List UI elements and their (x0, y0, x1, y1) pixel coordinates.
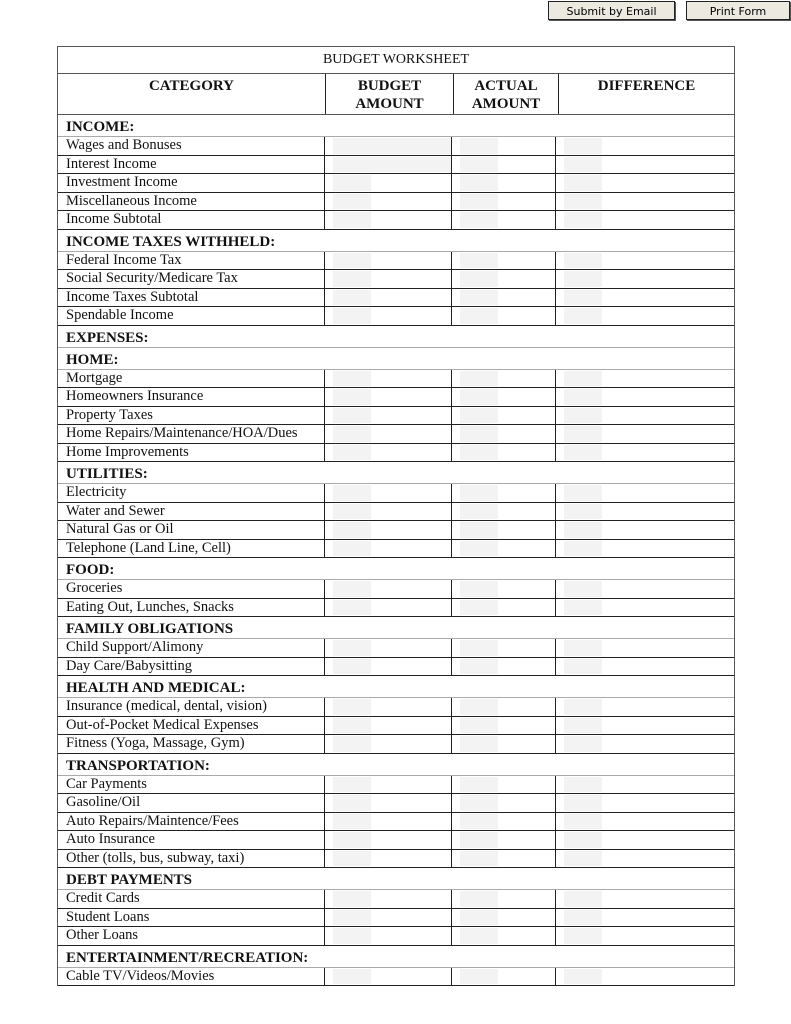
actual-amount-field[interactable] (460, 736, 498, 752)
budget-amount-field[interactable] (333, 175, 371, 191)
actual-amount-field[interactable] (460, 522, 498, 538)
budget-amount-cell (325, 794, 452, 812)
actual-amount-field[interactable] (460, 504, 498, 520)
budget-amount-field[interactable] (333, 640, 371, 656)
table-row (58, 580, 734, 599)
budget-amount-field[interactable] (333, 891, 371, 907)
budget-amount-cell (325, 289, 452, 307)
budget-amount-field[interactable] (333, 718, 371, 734)
budget-amount-field[interactable] (333, 600, 371, 616)
actual-amount-field[interactable] (460, 928, 498, 944)
difference-field[interactable] (564, 814, 602, 830)
table-row (58, 794, 734, 813)
difference-field[interactable] (564, 581, 602, 597)
budget-amount-cell (325, 484, 452, 502)
table-row (58, 370, 734, 389)
category-label: Groceries (58, 580, 325, 598)
difference-field[interactable] (564, 969, 602, 985)
budget-amount-field[interactable] (333, 485, 371, 501)
difference-field[interactable] (564, 485, 602, 501)
actual-amount-field[interactable] (460, 194, 498, 210)
difference-field[interactable] (564, 736, 602, 752)
difference-field[interactable] (564, 253, 602, 269)
actual-amount-field[interactable] (460, 426, 498, 442)
budget-amount-cell (325, 370, 452, 388)
actual-amount-cell (452, 890, 556, 908)
table-row (58, 521, 734, 540)
difference-cell (556, 540, 734, 558)
budget-amount-cell (325, 137, 452, 155)
worksheet-title: BUDGET WORKSHEET (58, 47, 734, 74)
actual-amount-cell (452, 658, 556, 676)
budget-amount-cell (325, 890, 452, 908)
category-label: Investment Income (58, 174, 325, 192)
budget-amount-cell (325, 580, 452, 598)
actual-amount-field[interactable] (460, 445, 498, 461)
difference-field[interactable] (564, 426, 602, 442)
budget-amount-cell (325, 698, 452, 716)
header-difference: DIFFERENCE (597, 78, 696, 94)
budget-amount-cell (325, 968, 452, 986)
difference-cell (556, 580, 734, 598)
budget-amount-field[interactable] (333, 212, 371, 228)
budget-amount-field[interactable] (333, 795, 371, 811)
category-label: Eating Out, Lunches, Snacks (58, 599, 325, 617)
actual-amount-field[interactable] (460, 253, 498, 269)
actual-amount-cell (452, 540, 556, 558)
actual-amount-cell (452, 735, 556, 753)
actual-amount-cell (452, 599, 556, 617)
category-label: Homeowners Insurance (58, 388, 325, 406)
budget-amount-cell (325, 407, 452, 425)
actual-amount-cell (452, 639, 556, 657)
budget-amount-field[interactable] (333, 832, 371, 848)
budget-amount-field[interactable] (333, 504, 371, 520)
difference-field[interactable] (564, 699, 602, 715)
category-label: Income Subtotal (58, 211, 325, 229)
section-header: HOME: (58, 348, 734, 370)
difference-field[interactable] (564, 718, 602, 734)
budget-amount-field[interactable] (333, 389, 371, 405)
section-header: INCOME TAXES WITHHELD: (58, 230, 734, 252)
difference-cell (556, 270, 734, 288)
actual-amount-cell (452, 407, 556, 425)
category-label: Insurance (medical, dental, vision) (58, 698, 325, 716)
difference-cell (556, 658, 734, 676)
actual-amount-cell (452, 503, 556, 521)
actual-amount-cell (452, 580, 556, 598)
difference-field[interactable] (564, 928, 602, 944)
budget-amount-cell (325, 156, 452, 174)
actual-amount-field[interactable] (460, 814, 498, 830)
difference-cell (556, 156, 734, 174)
section-header: FOOD: (58, 558, 734, 580)
category-label: Auto Repairs/Maintence/Fees (58, 813, 325, 831)
actual-amount-field[interactable] (460, 600, 498, 616)
difference-cell (556, 174, 734, 192)
difference-field[interactable] (564, 659, 602, 675)
category-label: Miscellaneous Income (58, 193, 325, 211)
difference-field[interactable] (564, 504, 602, 520)
difference-cell (556, 698, 734, 716)
difference-field[interactable] (564, 157, 602, 173)
table-row (58, 252, 734, 271)
actual-amount-field[interactable] (460, 969, 498, 985)
budget-amount-field[interactable] (333, 271, 371, 287)
difference-field[interactable] (564, 600, 602, 616)
header-actual-amount: ACTUAL AMOUNT (454, 74, 559, 114)
table-row (58, 658, 734, 677)
actual-amount-cell (452, 270, 556, 288)
category-label: Day Care/Babysitting (58, 658, 325, 676)
actual-amount-cell (452, 813, 556, 831)
table-row (58, 270, 734, 289)
actual-amount-cell (452, 698, 556, 716)
actual-amount-cell (452, 388, 556, 406)
budget-amount-field[interactable] (333, 928, 371, 944)
difference-field[interactable] (564, 851, 602, 867)
category-label: Auto Insurance (58, 831, 325, 849)
difference-cell (556, 890, 734, 908)
actual-amount-field[interactable] (460, 718, 498, 734)
difference-field[interactable] (564, 522, 602, 538)
difference-cell (556, 521, 734, 539)
budget-amount-field[interactable] (333, 408, 371, 424)
actual-amount-field[interactable] (460, 640, 498, 656)
budget-amount-field[interactable] (333, 851, 371, 867)
actual-amount-cell (452, 927, 556, 945)
actual-amount-field[interactable] (460, 389, 498, 405)
actual-amount-field[interactable] (460, 408, 498, 424)
actual-amount-field[interactable] (460, 157, 498, 173)
table-row (58, 927, 734, 946)
category-label: Spendable Income (58, 307, 325, 325)
budget-amount-cell (325, 658, 452, 676)
difference-field[interactable] (564, 910, 602, 926)
table-row (58, 639, 734, 658)
budget-amount-cell (325, 717, 452, 735)
actual-amount-field[interactable] (460, 541, 498, 557)
table-row (58, 890, 734, 909)
actual-amount-field[interactable] (460, 212, 498, 228)
table-row (58, 425, 734, 444)
category-label: Student Loans (58, 909, 325, 927)
budget-amount-cell (325, 813, 452, 831)
actual-amount-cell (452, 156, 556, 174)
actual-amount-field[interactable] (460, 485, 498, 501)
budget-amount-cell (325, 599, 452, 617)
table-row (58, 156, 734, 175)
actual-amount-field[interactable] (460, 138, 498, 154)
actual-amount-cell (452, 850, 556, 868)
actual-amount-cell (452, 425, 556, 443)
table-row (58, 503, 734, 522)
difference-cell (556, 776, 734, 794)
actual-amount-field[interactable] (460, 851, 498, 867)
print-form-button[interactable]: Print Form (686, 1, 790, 20)
header-category: CATEGORY (58, 74, 326, 114)
actual-amount-field[interactable] (460, 271, 498, 287)
budget-amount-field[interactable] (333, 371, 371, 387)
actual-amount-cell (452, 717, 556, 735)
actual-amount-cell (452, 484, 556, 502)
difference-field[interactable] (564, 408, 602, 424)
difference-field[interactable] (564, 640, 602, 656)
difference-field[interactable] (564, 891, 602, 907)
difference-field[interactable] (564, 194, 602, 210)
table-row (58, 193, 734, 212)
budget-amount-cell (325, 193, 452, 211)
difference-cell (556, 425, 734, 443)
section-header: INCOME: (58, 115, 734, 137)
category-label: Home Improvements (58, 444, 325, 462)
budget-amount-cell (325, 850, 452, 868)
difference-cell (556, 307, 734, 325)
actual-amount-cell (452, 831, 556, 849)
category-label: Credit Cards (58, 890, 325, 908)
actual-amount-cell (452, 370, 556, 388)
budget-amount-field[interactable] (333, 308, 371, 324)
table-row (58, 599, 734, 618)
budget-amount-field[interactable] (333, 699, 371, 715)
actual-amount-field[interactable] (460, 699, 498, 715)
actual-amount-field[interactable] (460, 659, 498, 675)
section-header: HEALTH AND MEDICAL: (58, 676, 734, 698)
header-budget-amount: BUDGET AMOUNT (326, 74, 454, 114)
budget-amount-cell (325, 521, 452, 539)
category-label: Social Security/Medicare Tax (58, 270, 325, 288)
section-header: EXPENSES: (58, 326, 734, 348)
budget-amount-cell (325, 503, 452, 521)
category-label: Car Payments (58, 776, 325, 794)
budget-amount-cell (325, 776, 452, 794)
budget-amount-field[interactable] (333, 157, 451, 173)
table-row (58, 211, 734, 230)
difference-cell (556, 211, 734, 229)
category-label: Fitness (Yoga, Massage, Gym) (58, 735, 325, 753)
category-label: Income Taxes Subtotal (58, 289, 325, 307)
category-label: Property Taxes (58, 407, 325, 425)
table-row (58, 289, 734, 308)
difference-cell (556, 503, 734, 521)
budget-amount-field[interactable] (333, 969, 371, 985)
difference-field[interactable] (564, 832, 602, 848)
category-label: Cable TV/Videos/Movies (58, 968, 325, 986)
table-row (58, 813, 734, 832)
table-row (58, 735, 734, 754)
difference-cell (556, 850, 734, 868)
table-row (58, 388, 734, 407)
budget-amount-field[interactable] (333, 194, 371, 210)
difference-cell (556, 599, 734, 617)
difference-field[interactable] (564, 212, 602, 228)
actual-amount-cell (452, 211, 556, 229)
actual-amount-field[interactable] (460, 832, 498, 848)
actual-amount-cell (452, 174, 556, 192)
difference-cell (556, 717, 734, 735)
actual-amount-cell (452, 794, 556, 812)
category-label: Interest Income (58, 156, 325, 174)
budget-worksheet (57, 46, 735, 986)
actual-amount-cell (452, 193, 556, 211)
budget-amount-field[interactable] (333, 777, 371, 793)
difference-cell (556, 289, 734, 307)
actual-amount-field[interactable] (460, 175, 498, 191)
section-header: TRANSPORTATION: (58, 754, 734, 776)
table-row (58, 407, 734, 426)
difference-cell (556, 968, 734, 986)
difference-field[interactable] (564, 271, 602, 287)
difference-cell (556, 831, 734, 849)
difference-cell (556, 639, 734, 657)
difference-field[interactable] (564, 445, 602, 461)
actual-amount-field[interactable] (460, 371, 498, 387)
difference-cell (556, 388, 734, 406)
actual-amount-cell (452, 968, 556, 986)
budget-amount-field[interactable] (333, 522, 371, 538)
section-header: UTILITIES: (58, 462, 734, 484)
budget-amount-cell (325, 307, 452, 325)
category-label: Wages and Bonuses (58, 137, 325, 155)
actual-amount-cell (452, 307, 556, 325)
difference-cell (556, 370, 734, 388)
budget-amount-cell (325, 252, 452, 270)
actual-amount-cell (452, 252, 556, 270)
difference-cell (556, 252, 734, 270)
budget-amount-field[interactable] (333, 426, 371, 442)
difference-cell (556, 927, 734, 945)
difference-field[interactable] (564, 175, 602, 191)
actual-amount-cell (452, 521, 556, 539)
difference-field[interactable] (564, 777, 602, 793)
actual-amount-field[interactable] (460, 581, 498, 597)
column-headers (58, 74, 734, 115)
actual-amount-cell (452, 137, 556, 155)
table-row (58, 968, 734, 987)
budget-amount-cell (325, 211, 452, 229)
budget-amount-field[interactable] (333, 736, 371, 752)
budget-amount-cell (325, 174, 452, 192)
actual-amount-cell (452, 909, 556, 927)
difference-field[interactable] (564, 138, 602, 154)
difference-cell (556, 407, 734, 425)
difference-cell (556, 813, 734, 831)
category-label: Home Repairs/Maintenance/HOA/Dues (58, 425, 325, 443)
table-row (58, 831, 734, 850)
actual-amount-cell (452, 444, 556, 462)
category-label: Other (tolls, bus, subway, taxi) (58, 850, 325, 868)
budget-amount-cell (325, 831, 452, 849)
budget-amount-cell (325, 639, 452, 657)
table-row (58, 717, 734, 736)
actual-amount-field[interactable] (460, 910, 498, 926)
actual-amount-cell (452, 289, 556, 307)
budget-amount-field[interactable] (333, 581, 371, 597)
actual-amount-field[interactable] (460, 308, 498, 324)
section-header: FAMILY OBLIGATIONS (58, 617, 734, 639)
table-row (58, 307, 734, 326)
difference-field[interactable] (564, 371, 602, 387)
budget-amount-field[interactable] (333, 659, 371, 675)
actual-amount-cell (452, 776, 556, 794)
section-header: ENTERTAINMENT/RECREATION: (58, 946, 734, 968)
table-row (58, 444, 734, 463)
category-label: Child Support/Alimony (58, 639, 325, 657)
budget-amount-cell (325, 425, 452, 443)
submit-by-email-button[interactable]: Submit by Email (548, 1, 675, 20)
table-row (58, 174, 734, 193)
category-label: Telephone (Land Line, Cell) (58, 540, 325, 558)
difference-cell (556, 444, 734, 462)
actual-amount-field[interactable] (460, 795, 498, 811)
difference-field[interactable] (564, 541, 602, 557)
budget-amount-field[interactable] (333, 910, 371, 926)
category-label: Water and Sewer (58, 503, 325, 521)
budget-amount-cell (325, 270, 452, 288)
budget-amount-field[interactable] (333, 445, 371, 461)
difference-cell (556, 794, 734, 812)
difference-field[interactable] (564, 308, 602, 324)
category-label: Out-of-Pocket Medical Expenses (58, 717, 325, 735)
category-label: Electricity (58, 484, 325, 502)
budget-amount-field[interactable] (333, 541, 371, 557)
difference-cell (556, 484, 734, 502)
difference-field[interactable] (564, 795, 602, 811)
table-row (58, 698, 734, 717)
category-label: Gasoline/Oil (58, 794, 325, 812)
budget-amount-field[interactable] (333, 138, 451, 154)
category-label: Mortgage (58, 370, 325, 388)
budget-amount-cell (325, 735, 452, 753)
table-row (58, 540, 734, 559)
budget-amount-cell (325, 927, 452, 945)
budget-amount-cell (325, 909, 452, 927)
actual-amount-field[interactable] (460, 777, 498, 793)
table-row (58, 850, 734, 869)
budget-amount-field[interactable] (333, 253, 371, 269)
section-header: DEBT PAYMENTS (58, 868, 734, 890)
category-label: Federal Income Tax (58, 252, 325, 270)
difference-cell (556, 909, 734, 927)
budget-amount-cell (325, 388, 452, 406)
worksheet-body (58, 115, 734, 986)
budget-amount-cell (325, 540, 452, 558)
difference-field[interactable] (564, 389, 602, 405)
category-label: Other Loans (58, 927, 325, 945)
budget-amount-cell (325, 444, 452, 462)
difference-field[interactable] (564, 290, 602, 306)
table-row (58, 484, 734, 503)
table-row (58, 137, 734, 156)
budget-amount-field[interactable] (333, 290, 371, 306)
difference-cell (556, 193, 734, 211)
actual-amount-field[interactable] (460, 290, 498, 306)
budget-amount-field[interactable] (333, 814, 371, 830)
category-label: Natural Gas or Oil (58, 521, 325, 539)
difference-cell (556, 735, 734, 753)
table-row (58, 909, 734, 928)
actual-amount-field[interactable] (460, 891, 498, 907)
difference-cell (556, 137, 734, 155)
table-row (58, 776, 734, 795)
